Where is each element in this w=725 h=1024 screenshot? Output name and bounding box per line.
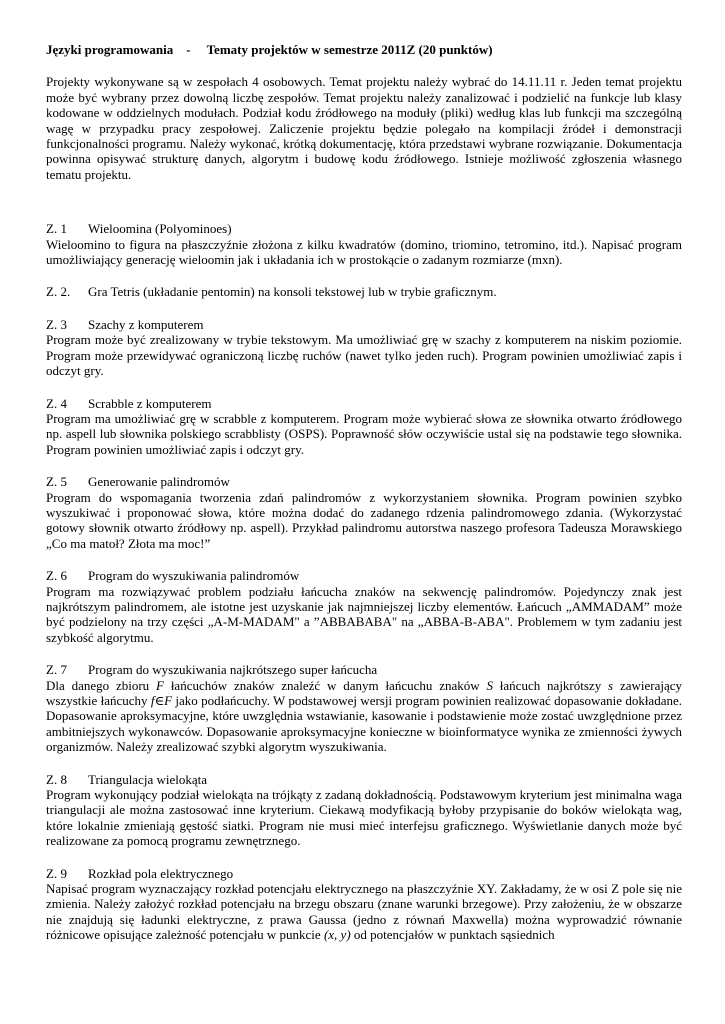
topic-title: Rozkład pola elektrycznego [88, 865, 234, 881]
topic-header [46, 221, 682, 236]
document-page [46, 42, 682, 960]
topic-description [46, 881, 682, 943]
topic-z7 [46, 662, 682, 754]
topic-number: Z. 1 [46, 221, 67, 237]
text-run: Napisać program wyznaczający rozkład potencjału elektrycznego na płaszczyźnie XY. Zakładamy, że w osi Z pole się nie zmienia. Należy założyć rozkład potencjału na brzegu obszaru (znane warunki brzegowe). Przy założeniu, że w obszarze nie znajdują się ładunki elektryczne, z prawa Gaussa (jedno z równań Maxwella) można wyprowadzić równanie różnicowe opisujące zależność potencjału w punkcie [46, 881, 682, 943]
topic-number: Z. 5 [46, 474, 67, 490]
intro-paragraph: Projekty wykonywane są w zespołach 4 osobowych. Temat projektu należy wybrać do 14.11.11 r. Jeden temat projektu może być wybrany przez dowolną liczbę zespołów. Temat projektu należy zanalizować i podzielić na funkcje lub klasy kodowane w oddzielnych modułach. Podział kodu źródłowego na moduły (pliki) według klas lub funkcji ma szczególną wagę w przypadku pracy zespołowej. Zaliczenie projektu będzie polegało na kompilacji źródeł i demonstracji funkcjonalności programu. Należy wykonać, krótką dokumentację, która przedstawi wybrane rozwiązanie. Dokumentacja powinna opisywać strukturę danych, algorytm i budowę kodu źródłowego. Istnieje możliwość zgłoszenia własnego tematu projektu. [46, 74, 682, 182]
math-symbol-F: F [156, 677, 164, 693]
topic-description [46, 678, 682, 755]
topic-title: Program do wyszukiwania najkrótszego super łańcucha [88, 662, 378, 678]
topic-z6 [46, 568, 682, 645]
topic-description: Wieloomino to figura na płaszczyźnie złożona z kilku kwadratów (domino, triomino, tetromino, itd.). Napisać program umożliwiający generację wieloomin jak i układania ich w prostokącie o zadanym rozmiarze (mxn). [46, 236, 682, 268]
topic-z8 [46, 772, 682, 849]
topic-header [46, 772, 682, 787]
topic-number: Z. 4 [46, 395, 67, 411]
topic-title: Wieloomina (Polyominoes) [88, 221, 232, 237]
topic-title: Generowanie palindromów [88, 474, 230, 490]
topic-header [46, 662, 682, 677]
topic-description: Program ma umożliwiać grę w scrabble z komputerem. Program może wybierać słowa ze słownika otwarto źródłowego np. aspell lub słownika polskiego scrabblisty (OSPS). Poprawność słów oczywiście ustal się na podstawie tego słownika. Program powinien umożliwiać zapis i odczyt gry. [46, 410, 682, 457]
text-run: Dla danego zbioru [46, 677, 157, 693]
topic-description: Program ma rozwiązywać problem podziału łańcucha znaków na sekwencję palindromów. Pojedynczy znak jest najkrótszym palindromem, ale istotne jest uzyskanie jak najmniejszej liczby elementów. Łańcuch „AMMADAM” może być podzielony na trzy części „A-M-MADAM" a ”ABBABABA" na „ABBA-B-ABA". Problemem w tym zadaniu jest szybkość algorytmu. [46, 583, 682, 645]
topic-z2 [46, 284, 682, 299]
topic-z9 [46, 866, 682, 943]
topic-title: Triangulacja wielokąta [88, 771, 208, 787]
text-run: od potencjałów w punktach sąsiednich [350, 927, 555, 943]
topic-number: Z. 8 [46, 771, 67, 787]
topic-header [46, 474, 682, 489]
math-expression-f-in-F: f∈F [150, 693, 173, 708]
topic-number: Z. 3 [46, 316, 67, 332]
topic-title: Scrabble z komputerem [88, 395, 212, 411]
math-expression-xy: (x, y) [323, 927, 351, 943]
topic-z5 [46, 474, 682, 551]
math-symbol-S: S [486, 677, 493, 693]
topic-header [46, 284, 682, 299]
topic-number: Z. 9 [46, 865, 67, 881]
topic-header [46, 568, 682, 583]
text-run: łańcuchów znaków znaleźć w danym łańcuchu znaków [163, 677, 487, 693]
topic-description: Program do wspomagania tworzenia zdań palindromów z wykorzystaniem słownika. Program powinien szybko wyszukiwać i proponować słowa, które można dodać do zadanego rdzenia palindromowego zdania. (Wykorzystać gotowy słownik otwarto źródłowy np. aspell). Przykład palindromu autorstwa naszego profesora Tadeusza Morawskiego „Co ma matoł? Złota ma moc!” [46, 489, 682, 551]
topic-number: Z. 7 [46, 662, 67, 678]
text-run: łańcuch najkrótszy [492, 677, 609, 693]
topic-number: Z. 6 [46, 568, 67, 584]
topic-z4 [46, 396, 682, 458]
topic-number: Z. 2. [46, 284, 71, 300]
topic-description: Program może być zrealizowany w trybie tekstowym. Ma umożliwiać grę w szachy z komputerem na niskim poziomie. Program może przewidywać ograniczoną liczbę ruchów (nawet tylko jeden ruch). Program powinien umożliwiać zapis i odczyt gry. [46, 332, 682, 379]
topic-z1 [46, 221, 682, 267]
page-title: Języki programowania - Tematy projektów w semestrze 2011Z (20 punktów) [46, 42, 493, 57]
text-run: jako podłańcuchy. W podstawowej wersji program powinien realizować dopasowanie dokładane. Dopasowanie aproksymacyjne, które uwzględnia wstawianie, kasowanie i podstawienie może zostać uwzględnione przez ambitniejszych wykonawców. Dopasowanie aproksymacyjne konieczne w bioinformatyce wynika ze zmienności żywych organizmów. Należy zrealizować szybki algorytm wyszukiwania. [46, 693, 682, 755]
topic-title: Szachy z komputerem [88, 316, 204, 332]
topic-header [46, 866, 682, 881]
topic-header [46, 396, 682, 411]
topic-z3 [46, 317, 682, 379]
topic-description: Program wykonujący podział wielokąta na trójkąty z zadaną dokładnością. Podstawowym kryterium jest minimalna waga triangulacji ale można zastosować inne kryterium. Ciekawą modyfikacją byłoby przypisanie do boków wielokąta wag, które lokalnie zmieniają gęstość siatki. Program nie musi mieć interfejsu graficznego. Wyświetlanie danych może być realizowane za pomocą programu zewnętrznego. [46, 787, 682, 849]
topic-title: Gra Tetris (układanie pentomin) na konsoli tekstowej lub w trybie graficznym. [88, 284, 497, 300]
topic-title: Program do wyszukiwania palindromów [88, 568, 300, 584]
math-symbol-s: s [608, 677, 614, 693]
topic-header [46, 317, 682, 332]
text-run: zawierający wszystkie łańcuchy [46, 677, 683, 708]
